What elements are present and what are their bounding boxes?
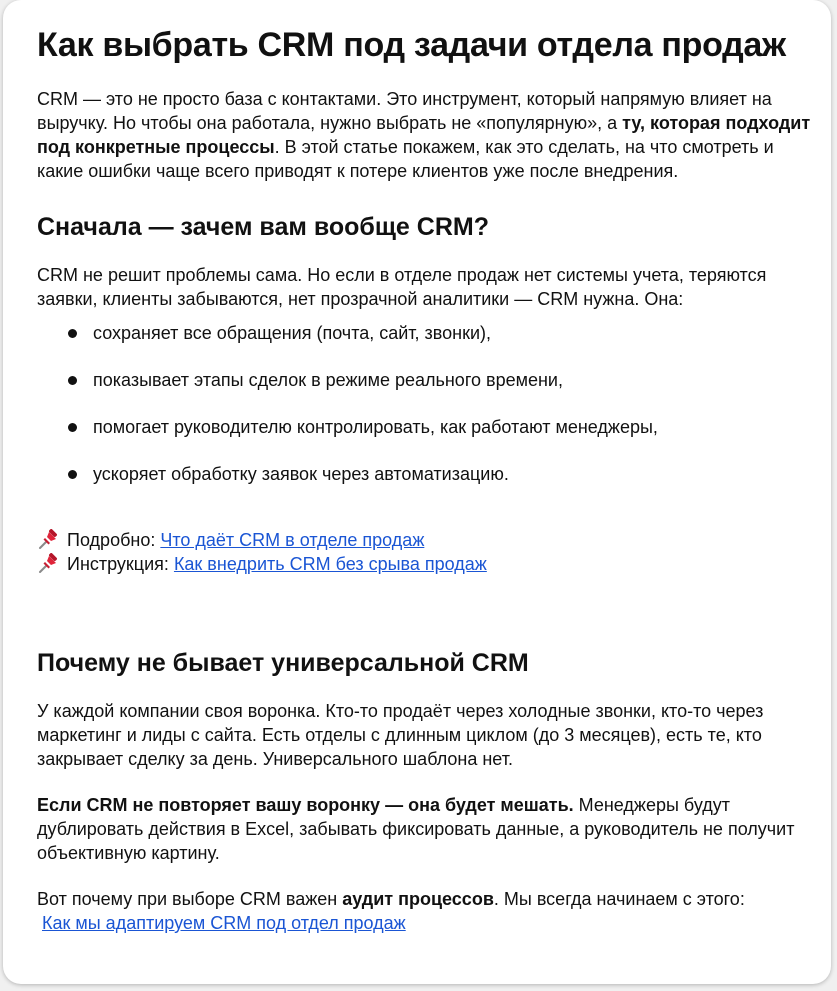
intro-paragraph [37, 87, 811, 183]
list-item: ускоряет обработку заявок через автоматизацию. [37, 462, 811, 486]
bullet-dot-icon [68, 470, 77, 479]
pushpin-icon [37, 553, 59, 575]
list-item: показывает этапы сделок в режиме реального времени, [37, 368, 811, 392]
section-heading-why-crm: Сначала — зачем вам вообще CRM? [37, 213, 489, 241]
intro-text-1: CRM — это не просто база с контактами. Это инструмент, который напрямую влияет на выручку. Но чтобы она работала, нужно выбрать не «популярную», а [37, 89, 772, 133]
bullet-dot-icon [68, 329, 77, 338]
benefits-list [37, 321, 811, 486]
paragraph-3-text-1: Вот почему при выборе CRM важен [37, 889, 343, 909]
section-2-paragraph-2 [37, 793, 811, 865]
pushpin-icon [37, 529, 59, 551]
paragraph-2-bold: Если CRM не повторяет вашу воронку — она будет мешать. [37, 795, 574, 815]
link-what-crm-gives[interactable]: Что даёт CRM в отделе продаж [160, 530, 425, 550]
intro-bold: ту, которая подходит под конкретные процессы [37, 113, 811, 157]
article-card [3, 0, 831, 984]
link-adapt-crm[interactable]: Как мы адаптируем CRM под отдел продаж [42, 913, 406, 933]
related-link-details [37, 528, 811, 552]
section-2-paragraph-1: У каждой компании своя воронка. Кто-то продаёт через холодные звонки, кто-то через маркетинг и лиды с сайта. Есть отделы с длинным циклом (до 3 месяцев), есть те, кто закрывает сделку за день. Универсального шаблона нет. [37, 701, 764, 769]
paragraph-2-text: Менеджеры будут дублировать действия в Excel, забывать фиксировать данные, а руководитель не получит объективную картину. [37, 795, 795, 863]
section-1-paragraph: CRM не решит проблемы сама. Но если в отделе продаж нет системы учета, теряются заявки, клиенты забываются, нет прозрачной аналитики — CRM нужна. Она: [37, 265, 767, 309]
section-2-paragraph-3 [37, 887, 811, 935]
link-prefix: Подробно: [67, 530, 156, 550]
bullet-dot-icon [68, 423, 77, 432]
list-item: сохраняет все обращения (почта, сайт, звонки), [37, 321, 811, 345]
article-title: Как выбрать CRM под задачи отдела продаж [37, 26, 786, 64]
list-item: помогает руководителю контролировать, как работают менеджеры, [37, 415, 811, 439]
link-prefix: Инструкция: [67, 554, 169, 574]
paragraph-3-text-2: . Мы всегда начинаем с этого: [493, 889, 745, 909]
related-link-instruction [37, 552, 811, 576]
related-links [37, 528, 811, 576]
paragraph-3-bold: аудит процессов [342, 889, 494, 909]
link-implement-crm[interactable]: Как внедрить CRM без срыва продаж [173, 554, 487, 574]
intro-text-2: . В этой статье покажем, как это сделать, на что смотреть и какие ошибки чаще всего приводят к потере клиентов уже после внедрения. [37, 137, 774, 181]
section-heading-no-universal-crm: Почему не бывает универсальной CRM [37, 649, 529, 677]
bullet-dot-icon [68, 376, 77, 385]
